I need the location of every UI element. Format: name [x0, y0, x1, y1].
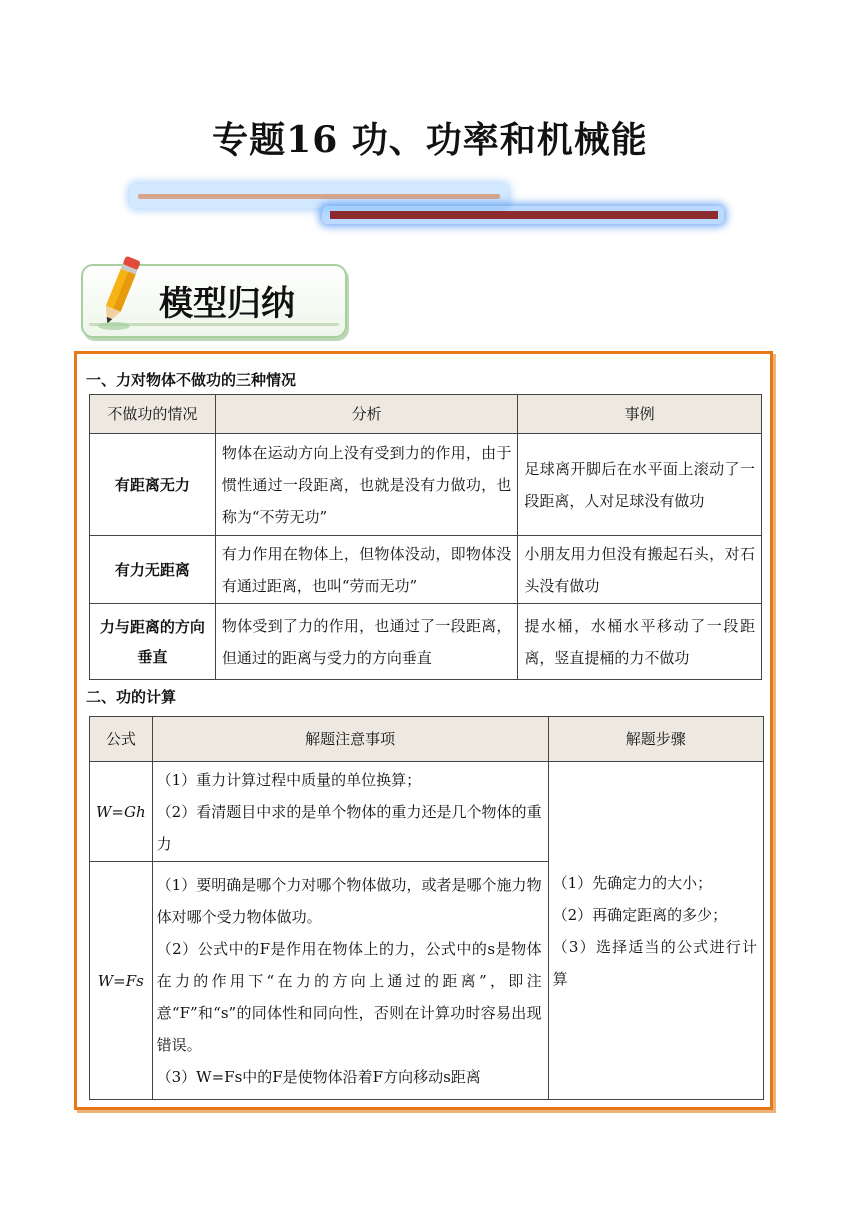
- step-line: （2）再确定距离的多少；: [552, 905, 728, 924]
- note-line: （1）要明确是哪个力对哪个物体做功，或者是哪个施力物体对哪个受力物体做功。: [156, 875, 542, 926]
- case-label: 力与距离的方向垂直: [90, 604, 216, 680]
- no-work-table: [89, 394, 762, 680]
- decorative-bar-top: [130, 184, 508, 208]
- page-title: 专题16 功、功率和机械能: [212, 119, 648, 161]
- note-line: （2）看清题目中求的是单个物体的重力还是几个物体的重力: [156, 802, 542, 853]
- table-row: [90, 604, 762, 680]
- case-label: 有距离无力: [90, 434, 216, 536]
- analysis-cell: 物体在运动方向上没有受到力的作用，由于惯性通过一段距离，也就是没有力做功，也称为“不劳无功”: [215, 434, 518, 536]
- analysis-cell: 物体受到了力的作用，也通过了一段距离，但通过的距离与受力的方向垂直: [215, 604, 518, 680]
- column-header: 解题注意事项: [152, 717, 548, 762]
- column-header: 解题步骤: [548, 717, 763, 762]
- case-label: 有力无距离: [90, 536, 216, 604]
- analysis-cell: 有力作用在物体上，但物体没动，即物体没有通过距离，也叫“劳而无功”: [215, 536, 518, 604]
- table-header-row: [90, 395, 762, 434]
- table-header-row: [90, 717, 764, 762]
- pencil-icon: [90, 252, 150, 332]
- column-header: 公式: [90, 717, 153, 762]
- table-row: [90, 536, 762, 604]
- note-line: （3）W=Fs中的F是使物体沿着F方向移动s距离: [156, 1067, 481, 1086]
- step-line: （1）先确定力的大小；: [552, 873, 713, 892]
- notes-cell: [152, 762, 548, 862]
- table-row: [90, 762, 764, 862]
- work-calc-table: [89, 716, 764, 1100]
- section2-heading: 二、功的计算: [86, 688, 177, 706]
- banner-label: 模型归纳: [159, 284, 295, 324]
- section1-heading: 一、力对物体不做功的三种情况: [86, 371, 297, 389]
- steps-cell: [548, 762, 763, 1100]
- formula-cell: W=Fs: [90, 862, 153, 1100]
- example-cell: 足球离开脚后在水平面上滚动了一段距离，人对足球没有做功: [518, 434, 762, 536]
- example-cell: 提水桶，水桶水平移动了一段距离，竖直提桶的力不做功: [518, 604, 762, 680]
- formula-cell: W=Gh: [90, 762, 153, 862]
- column-header: 不做功的情况: [90, 395, 216, 434]
- table-row: [90, 434, 762, 536]
- column-header: 分析: [215, 395, 518, 434]
- column-header: 事例: [518, 395, 762, 434]
- note-line: （2）公式中的F是作用在物体上的力，公式中的s是物体在力的作用下“在力的方向上通过的距离”，即注意“F”和“s”的同体性和同向性，否则在计算功时容易出现错误。: [156, 939, 542, 1054]
- step-line: （3）选择适当的公式进行计算: [552, 937, 757, 988]
- decorative-bar-bottom: [322, 206, 724, 224]
- notes-cell: [152, 862, 548, 1100]
- example-cell: 小朋友用力但没有搬起石头，对石头没有做功: [518, 536, 762, 604]
- note-line: （1）重力计算过程中质量的单位换算；: [156, 770, 422, 789]
